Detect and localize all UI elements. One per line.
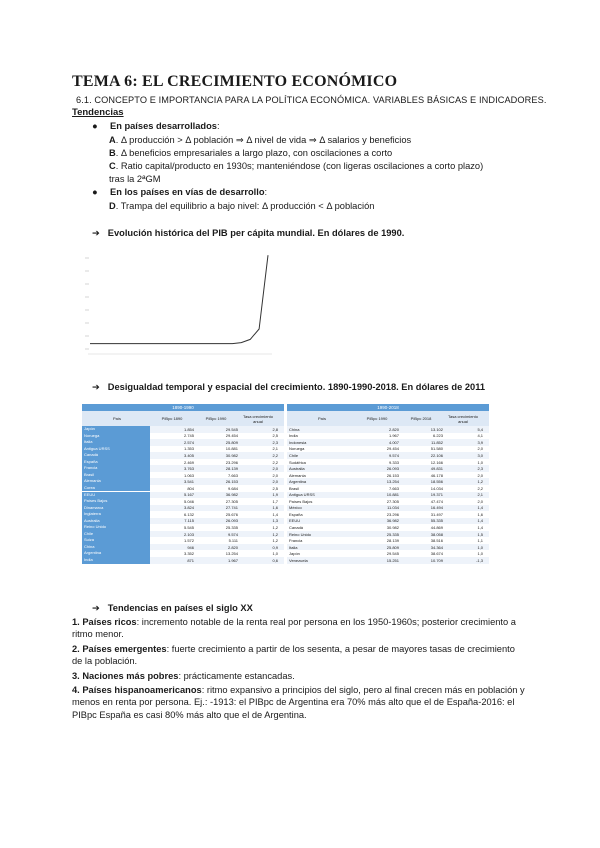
table-cell: 2,1	[477, 492, 483, 498]
table-cell: 6.223	[432, 433, 443, 439]
table-cell: 6.132	[183, 511, 194, 517]
section-gdp-heading	[92, 228, 404, 239]
section-trends-heading	[92, 603, 253, 614]
table-cell: 2.103	[183, 531, 194, 537]
table-cell: 804	[187, 485, 194, 491]
table-cell: Países Bajos	[289, 498, 313, 504]
table-cell: Francia	[289, 538, 303, 544]
table-cell: 3.824	[183, 505, 194, 511]
table-cell: 38.058	[430, 531, 443, 537]
table-cell: 28.139	[386, 538, 399, 544]
table-cell: 2,0	[477, 498, 483, 504]
table-cell: 1,4	[477, 505, 483, 511]
table-cell: 25.335	[386, 531, 399, 537]
table-cell: 1.967	[227, 557, 238, 563]
table-cell: 46.178	[430, 472, 443, 478]
table-cell: Chile	[289, 452, 299, 458]
table-cell: España	[82, 459, 150, 466]
table-cell: 2,3	[477, 466, 483, 472]
table-cell: 1.854	[183, 426, 194, 432]
table-cell: Venezuela	[289, 557, 308, 563]
table-cell: 10.881	[386, 492, 399, 498]
table-cell: Noruega	[82, 433, 150, 440]
table-cell: 26.153	[386, 472, 399, 478]
table-right-half	[287, 404, 489, 564]
table-cell: 9.333	[388, 459, 399, 465]
table-cell: 2,3	[272, 439, 278, 445]
table-cell: 5.111	[228, 538, 238, 544]
table-cell: 1,2	[272, 525, 278, 531]
table-cell: 2,1	[272, 446, 278, 452]
developed-colon: :	[216, 121, 220, 131]
table-cell: 47.474	[430, 498, 443, 504]
table-cell: 2.574	[183, 439, 194, 445]
trend-paragraph-1	[72, 616, 527, 641]
table-cell: 5.545	[183, 525, 194, 531]
table-cell: 871	[187, 557, 194, 563]
table-cell: 27.305	[386, 498, 399, 504]
column-header: PIBpc 1990	[205, 416, 227, 421]
table-cell: 2,0	[272, 472, 278, 478]
table-cell: 1.063	[183, 472, 194, 478]
table-cell: 1,4	[477, 525, 483, 531]
table-cell: Reino Unido	[289, 531, 312, 537]
bullet-dot-icon: ●	[92, 187, 98, 197]
table-cell: 11.852	[431, 439, 443, 445]
table-cell: 29.545	[386, 551, 399, 557]
table-cell: 31.497	[430, 511, 443, 517]
right-column-headers	[287, 411, 489, 426]
table-cell: 1,2	[272, 531, 278, 537]
table-cell: 25.676	[225, 511, 238, 517]
table-cell: Brasil	[289, 485, 300, 491]
table-cell: 2.820	[227, 544, 238, 550]
table-cell: 5.167	[183, 492, 194, 498]
table-cell: Dinamarca	[82, 505, 150, 512]
table-cell: 36.982	[386, 518, 399, 524]
table-cell: 38.516	[430, 538, 443, 544]
table-cell: 23.296	[225, 459, 238, 465]
table-cell: 1,4	[477, 518, 483, 524]
table-cell: Alemania	[82, 478, 150, 485]
developed-item-a	[109, 135, 411, 146]
table-cell: Brasil	[82, 472, 150, 479]
table-cell: 1,6	[272, 505, 278, 511]
section-gdp-text: Evolución histórica del PIB per cápita mundial. En dólares de 1990.	[107, 228, 405, 238]
table-cell: EEUU	[289, 518, 301, 524]
table-cell: 3.763	[183, 466, 194, 472]
table-cell: Francia	[82, 465, 150, 472]
table-row	[287, 485, 489, 492]
table-cell: 1,0	[477, 544, 483, 550]
table-cell: 1,2	[477, 479, 483, 485]
section-trends-text: Tendencias en países el siglo XX	[107, 603, 253, 613]
table-cell: Corea	[82, 485, 150, 492]
table-cell: Antigua URSS	[82, 446, 150, 453]
table-cell: Japón	[82, 426, 150, 433]
table-cell: Australia	[289, 466, 305, 472]
trend-paragraph-2	[72, 643, 527, 668]
trend-label: 4. Países hispanoamericanos	[72, 685, 202, 695]
table-cell: 2.469	[183, 459, 194, 465]
table-cell: Italia	[289, 544, 298, 550]
table-cell: 2,0	[477, 446, 483, 452]
table-cell: 44.869	[430, 525, 443, 531]
table-row	[287, 550, 489, 557]
table-cell: 7.115	[184, 518, 194, 524]
item-b-letter: B	[109, 148, 116, 158]
item-b-text: . Δ beneficios empresariales a largo plazo, con oscilaciones a corto	[115, 148, 393, 158]
table-cell: Alemania	[289, 472, 306, 478]
table-cell: 15.251	[386, 557, 399, 563]
developed-item-c-cont: tras la 2ªGM	[109, 174, 161, 184]
item-c-letter: C	[109, 161, 116, 171]
table-cell: 1,0	[272, 551, 278, 557]
table-cell: 2,2	[272, 459, 278, 465]
table-cell: -1,3	[476, 557, 483, 563]
table-cell: 1,0	[477, 459, 483, 465]
table-cell: Noruega	[289, 446, 305, 452]
table-cell: 10.881	[225, 446, 238, 452]
item-d-text: . Trampa del equilibrio a bajo nivel: Δ producción < Δ población	[115, 201, 375, 211]
table-cell: China	[289, 426, 300, 432]
table-cell: 27.741	[225, 505, 238, 511]
table-cell: 1,1	[477, 538, 483, 544]
table-cell: 1,7	[272, 498, 278, 504]
bullet-dot-icon: ●	[92, 121, 98, 131]
section-subtitle: 6.1. CONCEPTO E IMPORTANCIA PARA LA POLÍTICA ECONÓMICA. VARIABLES BÁSICAS E INDICADORES.	[76, 95, 547, 105]
table-cell: 26.153	[225, 479, 238, 485]
table-cell: Suiza	[82, 537, 150, 544]
column-header: PIBpc 1890	[161, 416, 183, 421]
table-left-half	[82, 404, 284, 564]
table-cell: 1,6	[477, 511, 483, 517]
table-cell: España	[289, 511, 303, 517]
table-cell: 2.745	[183, 433, 194, 439]
column-header: Tasa crecimiento anual	[447, 413, 478, 424]
table-cell: 2,8	[272, 426, 278, 432]
table-cell: China	[82, 544, 150, 551]
table-cell: 30.982	[386, 525, 399, 531]
table-cell: 1.353	[183, 446, 194, 452]
table-cell: Chile	[82, 531, 150, 538]
table-cell: Canadá	[82, 452, 150, 459]
table-cell: 3,0	[477, 452, 483, 458]
table-cell: 29.545	[225, 426, 238, 432]
table-cell: 1,3	[272, 518, 278, 524]
table-cell: Reino Unido	[82, 524, 150, 531]
table-cell: 25.809	[225, 439, 238, 445]
table-cell: 13.254	[225, 551, 238, 557]
table-cell: 26.093	[225, 518, 238, 524]
table-cell: Antigua URSS	[289, 492, 315, 498]
table-cell: 2,2	[272, 452, 278, 458]
table-cell: 49.831	[430, 466, 443, 472]
table-cell: 23.296	[386, 511, 399, 517]
table-cell: 25.335	[225, 525, 238, 531]
column-header: Tasa crecimiento anual	[242, 413, 273, 424]
table-cell: 1,0	[477, 551, 483, 557]
table-cell: 7.663	[227, 472, 238, 478]
developed-item-c	[109, 161, 483, 171]
table-cell: 3,9	[477, 439, 483, 445]
table-cell: 1,5	[477, 531, 483, 537]
table-cell: 2,2	[477, 485, 483, 491]
table-cell: 9.574	[227, 531, 238, 537]
developing-heading: En los países en vías de desarrollo	[110, 187, 265, 197]
table-cell: 946	[187, 544, 194, 550]
table-row	[287, 557, 489, 564]
table-cell: 28.139	[225, 466, 238, 472]
arrow-right-icon: ➔	[92, 228, 100, 238]
item-c-text: . Ratio capital/producto en 1930s; manteniéndose (con ligeras oscilaciones a corto plazo)	[115, 161, 484, 171]
trend-label: 2. Países emergentes	[72, 644, 167, 654]
item-d-letter: D	[109, 201, 116, 211]
table-cell: 1.572	[183, 538, 194, 544]
trend-paragraph-4	[72, 684, 527, 721]
table-cell: 0,9	[272, 544, 278, 550]
left-column-headers	[82, 411, 284, 426]
table-cell: Indonesia	[289, 439, 307, 445]
right-band-header: 1990-2018	[287, 404, 489, 411]
table-cell: India	[82, 557, 150, 564]
table-cell: 27.305	[225, 498, 238, 504]
developed-item-b	[109, 148, 392, 158]
table-row	[82, 550, 284, 557]
table-cell: 26.093	[386, 466, 399, 472]
arrow-right-icon: ➔	[92, 382, 100, 392]
trend-label: 1. Países ricos	[72, 617, 137, 627]
table-cell: 1,9	[272, 492, 278, 498]
table-cell: 25.809	[386, 544, 399, 550]
trend-text: : ritmo expansivo a principios del siglo, pero al final crecen más en población y menos en renta por persona. Ej.: -1913: el PIBpc de Argentina era 70% más alto que el de España-2016: el PIBpc España es casi 80% más alto que el de Argentina.	[72, 685, 525, 720]
table-cell: 2,5	[272, 433, 278, 439]
table-cell: Canadá	[289, 525, 304, 531]
table-row	[82, 557, 284, 564]
left-band-header: 1890-1990	[82, 404, 284, 411]
table-cell: 4.007	[388, 439, 399, 445]
table-cell: 2,0	[272, 479, 278, 485]
page-title: TEMA 6: EL CRECIMIENTO ECONÓMICO	[72, 73, 398, 90]
table-row	[82, 485, 284, 492]
developed-bullet	[92, 121, 220, 131]
table-cell: 3.405	[183, 452, 194, 458]
item-a-letter: A	[109, 135, 116, 145]
table-cell: 55.335	[430, 518, 443, 524]
table-cell: 51.580	[430, 446, 443, 452]
table-cell: 12.166	[430, 459, 443, 465]
table-cell: 1,4	[272, 511, 278, 517]
column-header: PIBpc 1990	[366, 416, 388, 421]
developing-bullet	[92, 187, 267, 197]
table-cell: Inglaterra	[82, 511, 150, 518]
table-row	[82, 518, 284, 525]
gdp-chart	[82, 244, 277, 364]
trend-text: : incremento notable de la renta real por persona en los 1950-1960s; posterior crecimiento a ritmo menor.	[72, 617, 516, 640]
table-cell: Sudáfrica	[289, 459, 306, 465]
arrow-right-icon: ➔	[92, 603, 100, 613]
section-inequality-heading	[92, 382, 485, 393]
table-cell: 2,0	[477, 472, 483, 478]
gdp-series-line	[90, 255, 268, 343]
table-cell: 38.674	[430, 551, 443, 557]
table-cell: 30.982	[225, 452, 238, 458]
table-cell: 3.541	[183, 479, 194, 485]
table-cell: Japón	[289, 551, 300, 557]
column-header: País	[317, 416, 326, 421]
table-cell: Australia	[82, 518, 150, 525]
table-cell: 5.046	[183, 498, 194, 504]
table-cell: 5,4	[477, 426, 483, 432]
table-cell: 13.254	[386, 479, 399, 485]
developing-colon: :	[264, 187, 268, 197]
table-cell: 18.556	[430, 479, 443, 485]
table-cell: 22.106	[430, 452, 443, 458]
table-cell: India	[289, 433, 298, 439]
table-cell: 9.574	[388, 452, 399, 458]
table-cell: Argentina	[289, 479, 307, 485]
tendencias-heading: Tendencias	[72, 107, 124, 118]
table-cell: 11.034	[387, 505, 399, 511]
table-cell: 19.371	[430, 492, 443, 498]
table-cell: 29.454	[386, 446, 399, 452]
table-cell: 3.352	[183, 551, 194, 557]
table-cell: 2,0	[272, 466, 278, 472]
table-cell: 1.967	[388, 433, 399, 439]
table-cell: 36.982	[225, 492, 238, 498]
section-inequality-text: Desigualdad temporal y espacial del crecimiento. 1890-1990-2018. En dólares de 2011	[107, 382, 486, 392]
trend-text: : fuerte crecimiento a partir de los sesenta, a pesar de mayores tasas de crecimiento de la población.	[72, 644, 515, 667]
item-a-text: . Δ producción > Δ población ⇒ Δ nivel de vida ⇒ Δ salarios y beneficios	[115, 135, 412, 145]
table-cell: 13.102	[430, 426, 443, 432]
table-cell: 4,1	[477, 433, 483, 439]
table-row	[287, 452, 489, 459]
table-cell: 1,2	[272, 538, 278, 544]
table-cell: 9.684	[227, 485, 238, 491]
table-cell: 29.454	[225, 433, 238, 439]
table-cell: México	[289, 505, 302, 511]
trend-paragraph-3	[72, 670, 527, 682]
table-cell: 10.709	[430, 557, 443, 563]
table-cell: EEUU	[82, 492, 150, 499]
trend-text: : prácticamente estancadas.	[178, 671, 295, 681]
growth-table	[82, 404, 487, 564]
table-row	[82, 452, 284, 459]
table-cell: 34.364	[430, 544, 443, 550]
table-cell: Países Bajos	[82, 498, 150, 505]
column-header: PIBpc 2018	[410, 416, 432, 421]
table-cell: Argentina	[82, 550, 150, 557]
table-row	[287, 518, 489, 525]
table-cell: 7.663	[388, 485, 399, 491]
column-header: País	[112, 416, 121, 421]
developing-item-d	[109, 201, 374, 211]
table-cell: 14.034	[430, 485, 443, 491]
table-cell: 2,5	[272, 485, 278, 491]
table-cell: 0,6	[272, 557, 278, 563]
developed-heading: En países desarrollados	[110, 121, 217, 131]
table-cell: Italia	[82, 439, 150, 446]
table-cell: 2.820	[388, 426, 399, 432]
trend-label: 3. Naciones más pobres	[72, 671, 179, 681]
table-cell: 16.494	[430, 505, 443, 511]
chart-ticks	[85, 258, 89, 349]
